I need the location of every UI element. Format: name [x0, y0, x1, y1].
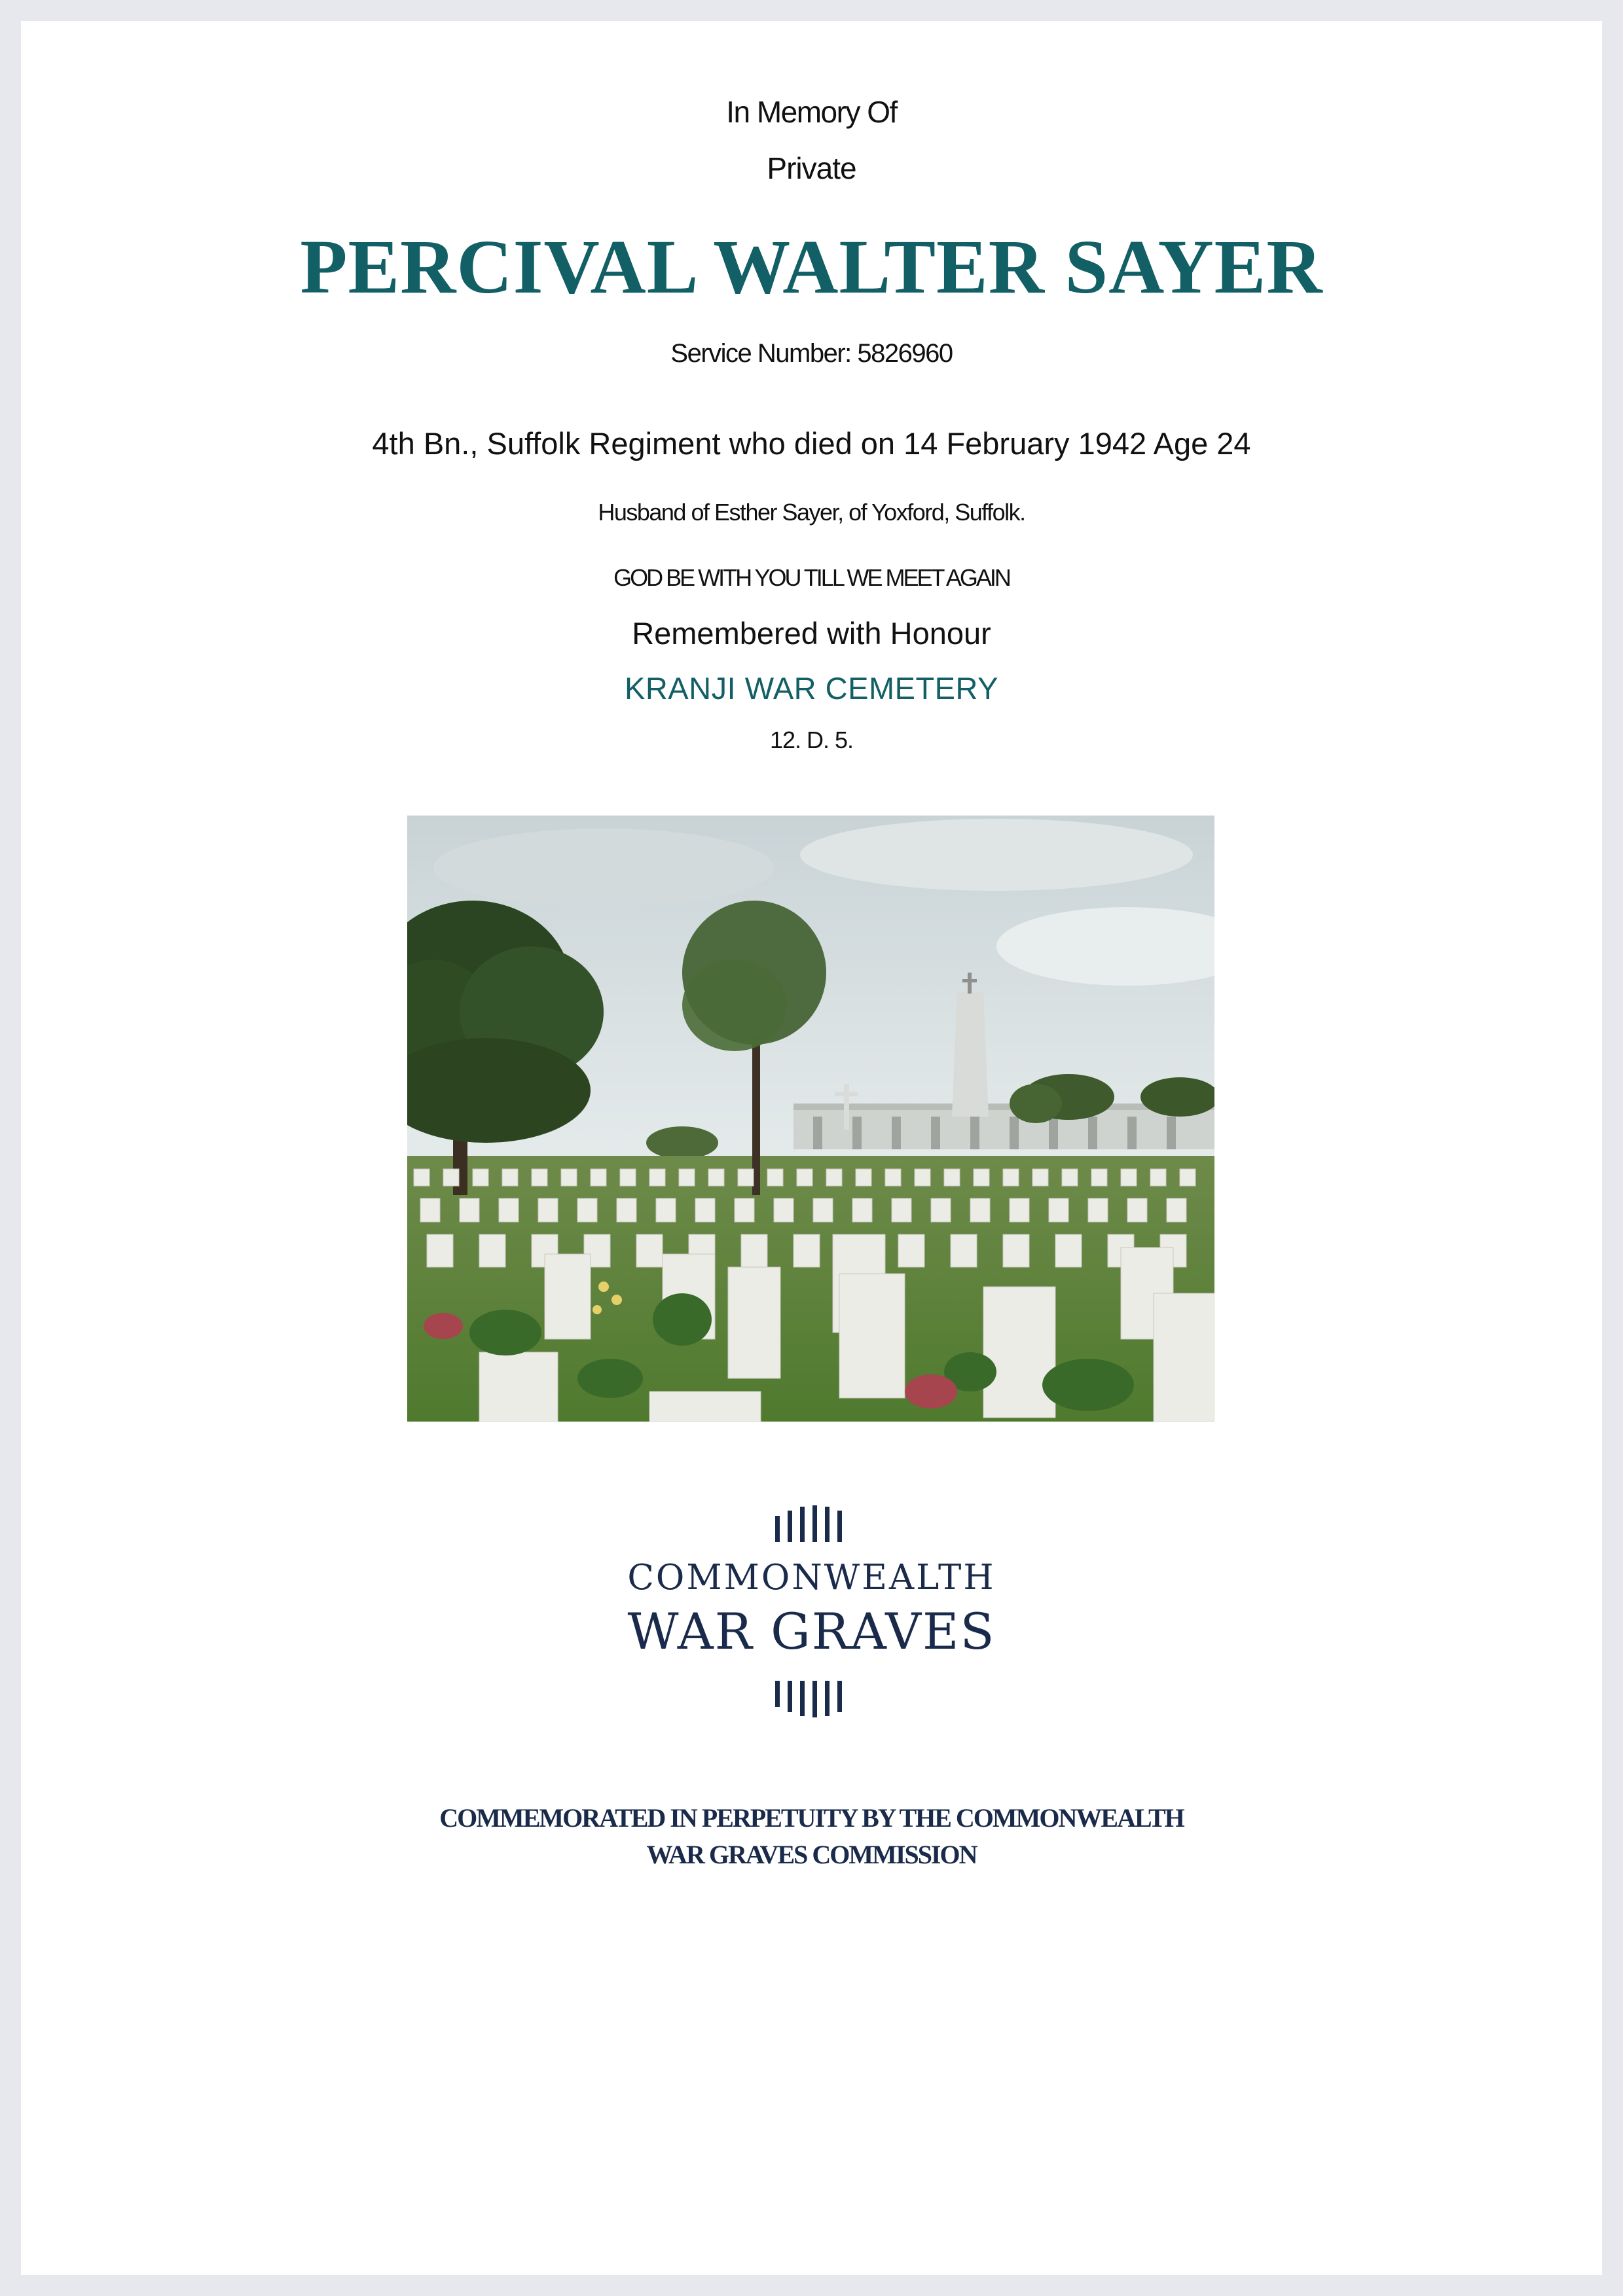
logo-bars-icon: [773, 1681, 851, 1717]
cemetery-photo: [407, 816, 1214, 1422]
certificate-page: [21, 21, 1602, 2275]
remembered-text: Remembered with Honour: [632, 616, 991, 651]
logo-text-line2: WAR GRAVES: [627, 1602, 996, 1660]
grave-reference: 12. D. 5.: [769, 726, 854, 753]
logo-bars-icon: [773, 1505, 851, 1542]
cemetery-name: KRANJI WAR CEMETERY: [625, 671, 998, 706]
casualty-name: PERCIVAL WALTER SAYER: [300, 224, 1323, 310]
cwgc-logo: [21, 1505, 1602, 1721]
commemoration-text-line1: COMMEMORATED IN PERPETUITY BY THE COMMONWEALTH: [439, 1803, 1184, 1833]
service-number: Service Number: 5826960: [670, 339, 953, 368]
rank-text: Private: [767, 151, 856, 185]
unit-and-death-line: 4th Bn., Suffolk Regiment who died on 14 February 1942 Age 24: [372, 426, 1251, 461]
intro-text: In Memory Of: [726, 95, 897, 129]
logo-text-line1: COMMONWEALTH: [627, 1558, 996, 1598]
commemoration-text-line2: WAR GRAVES COMMISSION: [646, 1840, 977, 1869]
family-info: Husband of Esther Sayer, of Yoxford, Suffolk.: [598, 499, 1025, 526]
epitaph: GOD BE WITH YOU TILL WE MEET AGAIN: [613, 564, 1010, 591]
